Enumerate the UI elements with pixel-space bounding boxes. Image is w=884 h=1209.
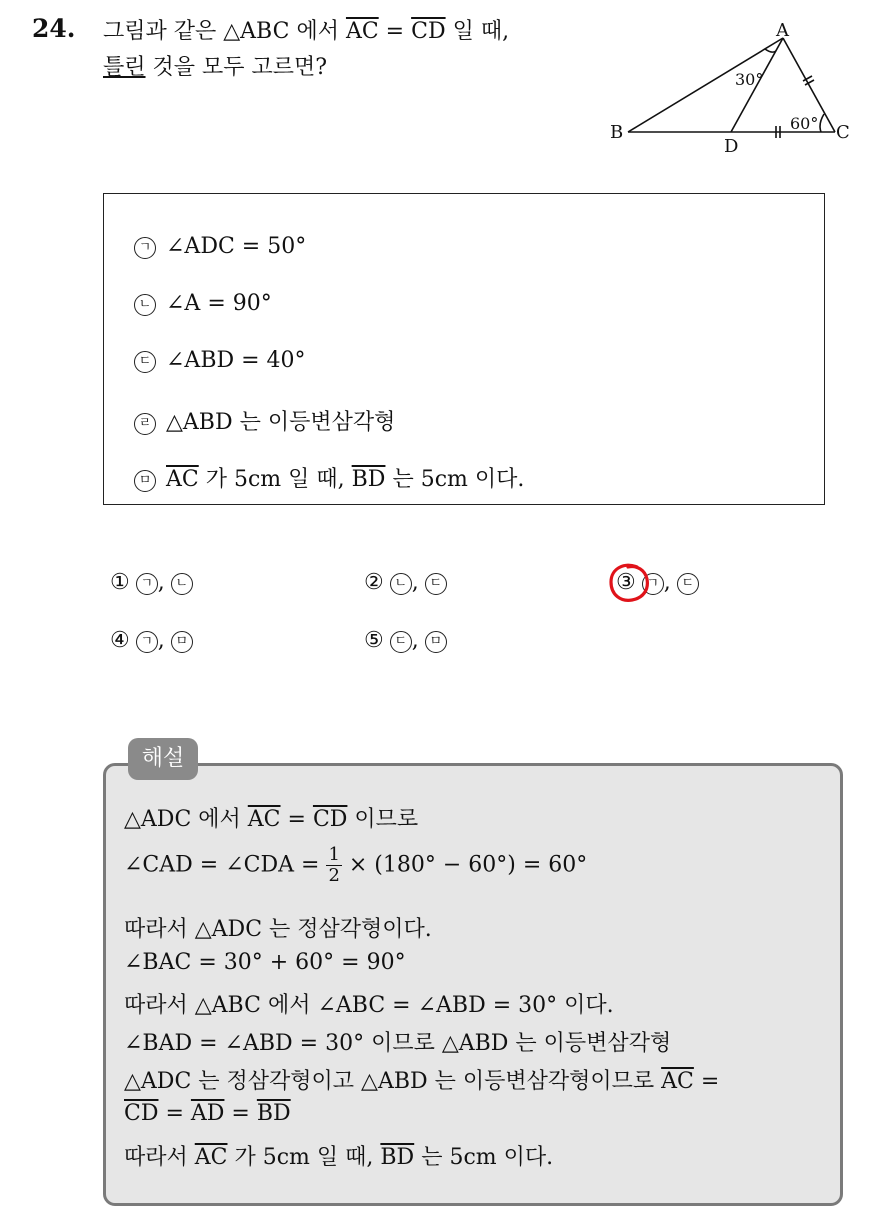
question-text-end: 일 때, — [445, 19, 510, 44]
segment-ac: $\overline{AC}$ — [194, 1145, 228, 1170]
equals-sign: = — [693, 1069, 720, 1094]
marker-digeut: ㄷ — [134, 351, 156, 373]
denominator: 2 — [328, 865, 340, 886]
marker: ㅁ — [171, 631, 193, 653]
marker: ㄱ — [136, 573, 158, 595]
explanation-line-9 — [124, 1140, 553, 1171]
explanation-line-7 — [124, 1064, 719, 1095]
segment-ac: $\overline{AC}$ — [345, 19, 379, 44]
explanation-line-4: ∠BAC = 30° + 60° = 90° — [124, 950, 406, 975]
choice-1[interactable]: ① ㄱ , ㄴ — [110, 570, 193, 595]
choice-5[interactable]: ⑤ ㄷ , ㅁ — [364, 628, 447, 653]
statement-text: ∠ADC = 50° — [166, 234, 307, 259]
statement-text-end: 는 5cm 이다. — [385, 467, 525, 492]
text: △ADC 는 정삼각형이고 △ABD 는 이등변삼각형이므로 — [124, 1069, 662, 1094]
explanation-line-8 — [124, 1101, 291, 1126]
equals-sign: = — [378, 19, 412, 44]
segment-ac: $\overline{AC}$ — [166, 467, 199, 492]
segment-cd: $\overline{CD}$ — [124, 1101, 159, 1126]
marker: ㄱ — [642, 573, 664, 595]
explanation-line-3: 따라서 △ADC 는 정삼각형이다. — [124, 917, 432, 942]
equals-sign: = — [280, 807, 313, 832]
angle-arc-a — [765, 49, 776, 52]
text: 가 5cm 일 때, — [227, 1145, 381, 1170]
text: × (180° − 60°) = 60° — [341, 852, 588, 878]
choice-number: ④ — [110, 628, 130, 653]
choice-number: ③ — [616, 570, 636, 595]
statement-text: ∠ABD = 40° — [166, 348, 306, 373]
segment-ad: $\overline{AD}$ — [190, 1101, 225, 1126]
triangle-figure — [600, 20, 860, 160]
statement-3 — [134, 348, 306, 373]
equals-sign: = — [224, 1101, 257, 1126]
marker: ㄷ — [390, 631, 412, 653]
segment-bd: $\overline{BD}$ — [256, 1101, 291, 1126]
choice-3[interactable]: ③ ㄱ , ㄷ — [616, 570, 699, 595]
text: △ADC 에서 — [124, 807, 248, 832]
marker: ㄷ — [677, 573, 699, 595]
marker: ㄷ — [425, 573, 447, 595]
fraction-half — [326, 845, 341, 886]
question-text: 그림과 같은 △ABC 에서 — [103, 19, 346, 44]
statement-text: 가 5cm 일 때, — [198, 467, 352, 492]
statement-box — [103, 193, 825, 505]
selected-answer-circle-icon — [607, 562, 651, 604]
segment-ac: $\overline{AC}$ — [661, 1069, 694, 1094]
statement-5 — [134, 462, 524, 493]
marker-nieun: ㄴ — [134, 294, 156, 316]
angle-label-c: 60° — [790, 114, 819, 133]
angle-arc-c — [820, 114, 824, 132]
explanation-line-1 — [124, 802, 418, 833]
question-prompt: 것을 모두 고르면? — [145, 55, 328, 80]
marker-mieum: ㅁ — [134, 470, 156, 492]
label-a: A — [776, 20, 789, 41]
segment-ac: $\overline{AC}$ — [247, 807, 281, 832]
label-d: D — [724, 136, 739, 157]
label-b: B — [610, 122, 624, 143]
text: ∠CAD = ∠CDA = — [124, 852, 327, 878]
choice-4[interactable]: ④ ㄱ , ㅁ — [110, 628, 193, 653]
statement-2 — [134, 291, 272, 316]
explanation-line-6: ∠BAD = ∠ABD = 30° 이므로 △ABD 는 이등변삼각형 — [124, 1031, 672, 1056]
angle-label-a: 30° — [735, 70, 764, 89]
statement-text: ∠A = 90° — [166, 291, 272, 316]
explanation-line-5: 따라서 △ABC 에서 ∠ABC = ∠ABD = 30° 이다. — [124, 993, 614, 1018]
text: 는 5cm 이다. — [414, 1145, 554, 1170]
segment-cd: $\overline{CD}$ — [312, 807, 348, 832]
equals-sign: = — [158, 1101, 191, 1126]
numerator: 1 — [328, 844, 340, 865]
segment-cd: $\overline{CD}$ — [411, 19, 446, 44]
marker-rieul: ㄹ — [134, 413, 156, 435]
explanation-line-2 — [124, 845, 587, 886]
question-line-2 — [103, 50, 327, 81]
text: 이므로 — [347, 807, 419, 832]
statement-text: △ABD 는 이등변삼각형 — [166, 410, 396, 435]
choice-number: ② — [364, 570, 384, 595]
question-line-1 — [103, 14, 509, 45]
statement-1 — [134, 234, 306, 259]
marker: ㄱ — [136, 631, 158, 653]
text: 따라서 — [124, 1145, 195, 1170]
statement-4 — [134, 405, 395, 436]
marker: ㅁ — [425, 631, 447, 653]
marker: ㄴ — [390, 573, 412, 595]
choice-2[interactable]: ② ㄴ , ㄷ — [364, 570, 447, 595]
emphasis-wrong: 틀린 — [103, 55, 146, 80]
explanation-tab: 해설 — [128, 738, 198, 780]
marker: ㄴ — [171, 573, 193, 595]
marker-giyeok: ㄱ — [134, 237, 156, 259]
choice-number: ⑤ — [364, 628, 384, 653]
label-c: C — [836, 122, 850, 143]
segment-bd: $\overline{BD}$ — [351, 467, 386, 492]
question-number: 24. — [32, 14, 76, 43]
choice-number: ① — [110, 570, 130, 595]
segment-bd: $\overline{BD}$ — [380, 1145, 415, 1170]
